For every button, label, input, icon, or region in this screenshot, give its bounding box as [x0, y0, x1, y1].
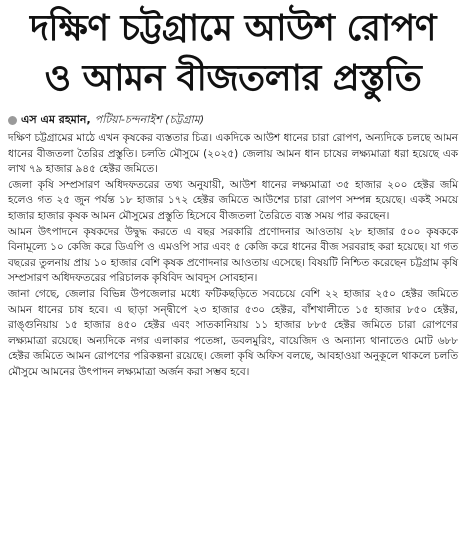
paragraph-4: জানা গেছে, জেলার বিভিন্ন উপজেলার মধ্যে ফটিকছড়িতে সবচেয়ে বেশি ২২ হাজার ২৫০ হেক্টর জমিতে আমন ধানের চাষ হবে। এ ছাড়া সন্দ্বীপে ২৩ হাজার ৫৩০ হেক্টর, বাঁশখালীতে ১৫ হাজার ৮৫০ হেক্টর, রাঙ্গুনিয়ায় ১৫ হাজার ৪৫০ হেক্টর এবং সাতকানিয়ায় ১১ হাজার ৮৮৫ হেক্টর জমিতে চারা রোপণের লক্ষ্যমাত্রা রয়েছে। অন্যদিকে নগর এলাকার পতেঙ্গা, ডবলমুরিং, বায়েজিদ ও অন্যান্য থানাতেও মোট ৬৮৮ হেক্টর জমিতে আমন রোপণের পরিকল্পনা রয়েছে। জেলা কৃষি অফিস বলছে, আবহাওয়া অনুকূলে থাকলে চলতি মৌসুমে আমনের উৎপাদন লক্ষ্যমাত্রা অর্জন করা সম্ভব হবে। [8, 287, 458, 378]
headline-line-1: দক্ষিণ চট্টগ্রামে আউশ রোপণ [29, 8, 437, 49]
byline-location: পটিয়া-চন্দনাইশ (চট্টগ্রাম) [94, 113, 205, 126]
paragraph-2: জেলা কৃষি সম্প্রসারণ অধিদফতরের তথ্য অনুযায়ী, আউশ ধানের লক্ষ্যমাত্রা ৩৫ হাজার ২০০ হেক্টর জমি হলেও গত ২৫ জুন পর্যন্ত ১৮ হাজার ১৭২ হেক্টর জমিতে আউশের চারা রোপণ সম্পন্ন হয়েছে। একই সময়ে হাজার হাজার কৃষক আমন মৌসুমের প্রস্তুতি হিসেবে বীজতলা তৈরিতে ব্যস্ত সময় পার করছেন। [8, 178, 458, 222]
bullet-icon [8, 116, 17, 125]
article-body [8, 131, 458, 381]
byline-author: এস এম রহমান, [21, 113, 91, 126]
paragraph-1: দক্ষিণ চট্টগ্রামের মাঠে এখন কৃষকের ব্যস্ততার চিত্র। একদিকে আউশ ধানের চারা রোপণ, অন্যদিকে চলছে আমন ধানের বীজতলা তৈরির প্রস্তুতি। চলতি মৌসুমে (২০২৫) জেলায় আমন ধান চাষের লক্ষ্যমাত্রা ধরা হয়েছে এক লাখ ৭৯ হাজার ৯৪৫ হেক্টর জমিতে। [8, 132, 458, 176]
paragraph-3: আমন উৎপাদনে কৃষকদের উদ্বুদ্ধ করতে এ বছর সরকারি প্রণোদনার আওতায় ২৮ হাজার ৫০০ কৃষককে বিনামূল্যে ১০ কেজি করে ডিএপি ও এমওপি সার এবং ৫ কেজি করে ধানের বীজ সরবরাহ করা হয়েছে। যা গত বছরের তুলনায় প্রায় ১০ হাজার বেশি কৃষক প্রণোদনার আওতায় এসেছে। বিষয়টি নিশ্চিত করেছেন চট্টগ্রাম কৃষি সম্প্রসারণ অধিদফতরের পরিচালক কৃষিবিদ আবদুস সোবহান। [8, 225, 458, 285]
byline [8, 112, 458, 128]
headline-line-2: ও আমন বীজতলার প্রস্তুতি [44, 58, 422, 99]
headline [8, 4, 458, 104]
